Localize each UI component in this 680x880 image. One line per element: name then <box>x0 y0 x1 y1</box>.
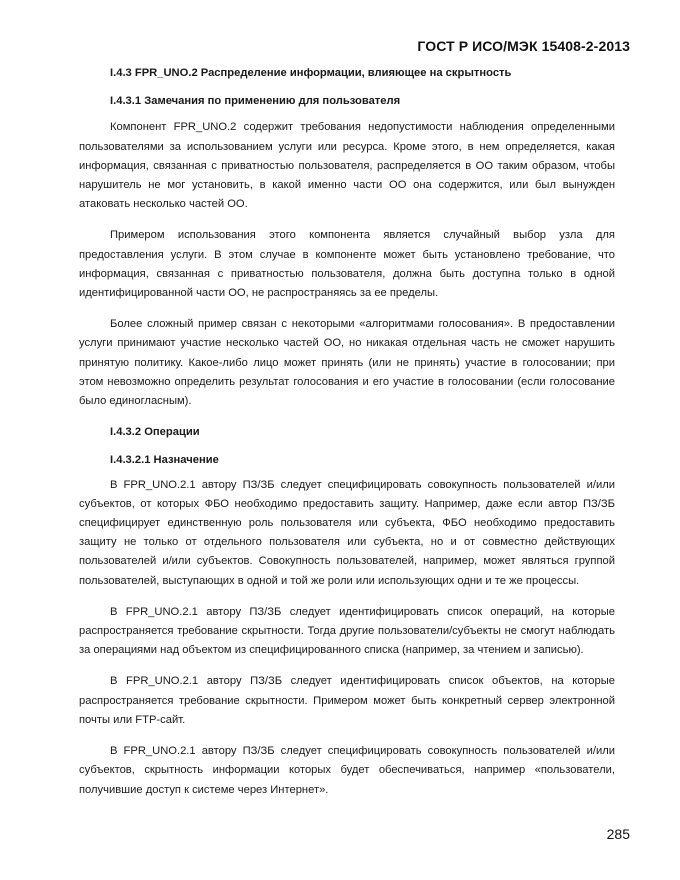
document-code-header: ГОСТ Р ИСО/МЭК 15408-2-2013 <box>417 38 630 54</box>
section-heading-i-4-3-1: I.4.3.1 Замечания по применению для пользователя <box>110 95 401 108</box>
document-body <box>79 64 615 800</box>
section-heading-i-4-3-2: I.4.3.2 Операции <box>110 426 200 439</box>
paragraph-4: В FPR_UNO.2.1 автору ПЗ/ЗБ следует специфицировать совокупность пользователей и/или субъектов, от которых ФБО необходимо предоставить защиту. Например, даже если автор ПЗ/ЗБ специфицирует единственную роль пользователя или субъекта, ФБО необходимо предоставить защиту не только от отдельного пользователя или субъекта, но и от совместно действующих пользователей и/или субъектов. Совокупность пользователей, например, может являться группой пользователей, выступающих в одной и той же роли или использующих одни и те же процессы. <box>79 478 615 587</box>
paragraph-1: Компонент FPR_UNO.2 содержит требования недопустимости наблюдения определенными пользователями за использованием услуги или ресурса. Кроме этого, в нем определяется, какая информация, связанная с приватностью пользователя, распределяется в ОО таким образом, чтобы нарушитель не мог установить, в какой именно части ОО она содержится, или был вынужден атаковать несколько частей ОО. <box>79 121 615 211</box>
section-heading-i-4-3: I.4.3 FPR_UNO.2 Распределение информации, влияющее на скрытность <box>110 67 512 79</box>
paragraph-2: Примером использования этого компонента является случайный выбор узла для предоставления услуги. В этом случае в компоненте может быть установлено требование, что информация, связанная с приватностью пользователя, должна быть доступна только в одной идентифицированной части ОО, не распространяясь за ее пределы. <box>79 229 615 300</box>
page-number: 285 <box>606 826 630 842</box>
paragraph-6: В FPR_UNO.2.1 автору ПЗ/ЗБ следует идентифицировать список объектов, на которые распространяется требование скрытности. Примером может быть конкретный сервер электронной почты или FTP-сайт. <box>79 675 615 726</box>
paragraph-5: В FPR_UNO.2.1 автору ПЗ/ЗБ следует идентифицировать список операций, на которые распространяется требование скрытности. Тогда другие пользователи/субъекты не смогут наблюдать за операциями над объектом из специфицированного списка (например, за чтением и записью). <box>79 605 615 657</box>
section-heading-i-4-3-2-1: I.4.3.2.1 Назначение <box>110 454 219 467</box>
paragraph-7: В FPR_UNO.2.1 автору ПЗ/ЗБ следует специфицировать совокупность пользователей и/или субъектов, скрытность информации которых будет обеспечиваться, например «пользователи, получившие доступ к системе через Интернет». <box>79 745 615 796</box>
paragraph-3: Более сложный пример связан с некоторыми «алгоритмами голосования». В предоставлении услуги принимают участие несколько частей ОО, но никакая отдельная часть не сможет нарушить принятую политику. Какое-либо лицо может принять (или не принять) участие в голосовании; при этом невозможно определить результат голосования и его участие в голосовании (если голосование было единогласным). <box>79 318 615 408</box>
